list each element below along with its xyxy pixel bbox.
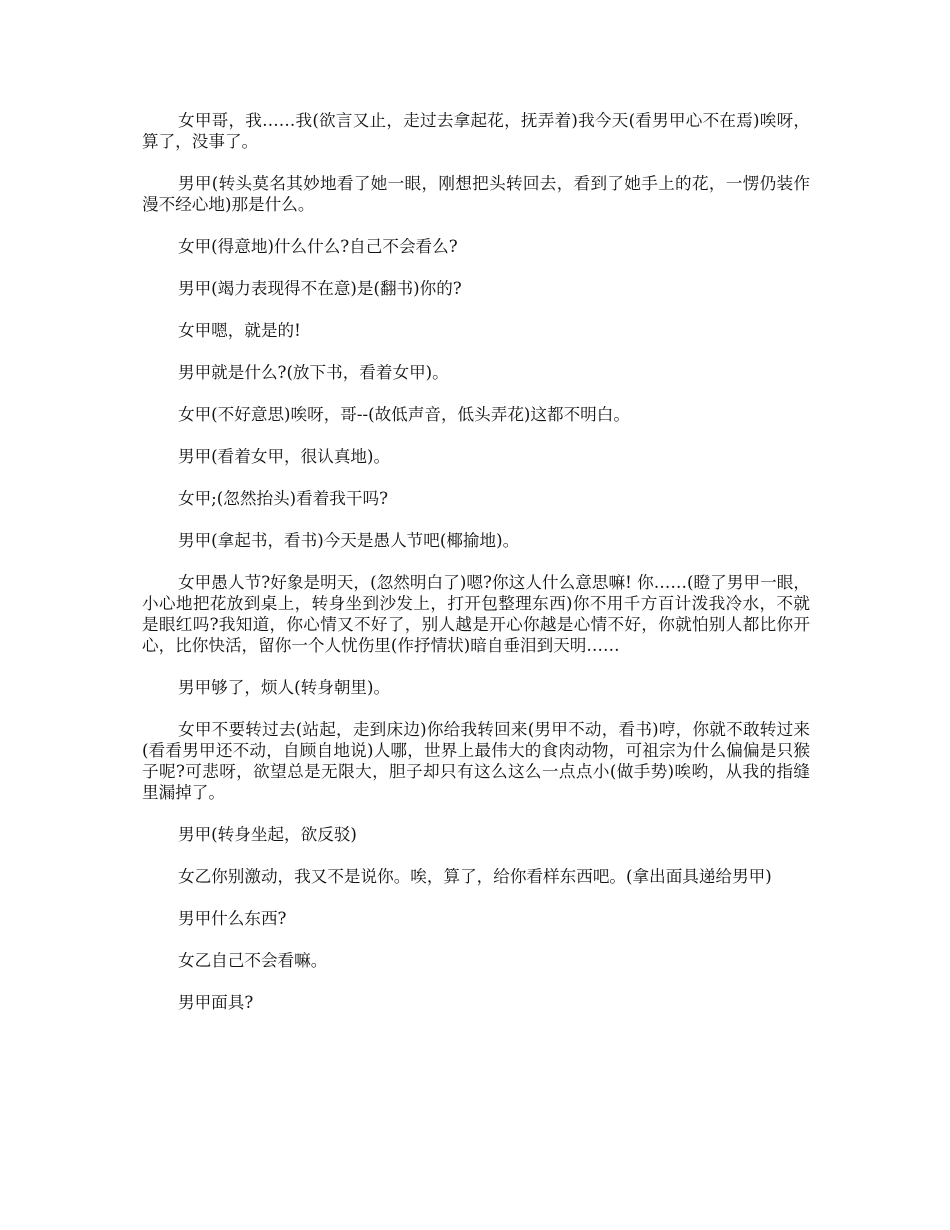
paragraph: 男甲(拿起书，看书)今天是愚人节吧(椰揄地)。 xyxy=(178,531,520,550)
paragraph: 女乙你别激动，我又不是说你。唉，算了，给你看样东西吧。(拿出面具递给男甲) xyxy=(178,867,772,886)
paragraph: 女甲(得意地)什么什么?自己不会看么? xyxy=(178,237,458,256)
paragraph: 女甲嗯，就是的! xyxy=(178,321,301,340)
paragraph: 男甲够了，烦人(转身朝里)。 xyxy=(178,678,391,697)
paragraph: 男甲面具? xyxy=(178,993,254,1012)
paragraph: 男甲什么东西? xyxy=(178,909,287,928)
paragraph: 女甲;(忽然抬头)看着我干吗? xyxy=(178,489,388,508)
document-body xyxy=(142,110,810,1034)
paragraph: 女甲不要转过去(站起，走到床边)你给我转回来(男甲不动，看书)哼，你就不敢转过来(看看男甲还不动，自顾自地说)人哪，世界上最伟大的食肉动物，可祖宗为什么偏偏是只猴子呢?可悲呀，欲望总是无限大，胆子却只有这么这么一点点小(做手势)唉哟，从我的指缝里漏掉了。 xyxy=(142,720,810,802)
paragraph: 男甲(看着女甲，很认真地)。 xyxy=(178,447,391,466)
paragraph: 男甲(竭力表现得不在意)是(翻书)你的? xyxy=(178,279,462,298)
paragraph: 女乙自己不会看嘛。 xyxy=(178,951,328,970)
paragraph: 男甲(转头莫名其妙地看了她一眼，刚想把头转回去，看到了她手上的花，一愣仍装作漫不经心地)那是什么。 xyxy=(142,174,810,214)
paragraph: 男甲(转身坐起，欲反驳) xyxy=(178,825,357,844)
paragraph: 女甲哥，我……我(欲言又止，走过去拿起花，抚弄着)我今天(看男甲心不在焉)唉呀，算了，没事了。 xyxy=(142,111,810,151)
paragraph: 女甲(不好意思)唉呀，哥--(故低声音，低头弄花)这都不明白。 xyxy=(178,405,630,424)
paragraph: 女甲愚人节?好象是明天，(忽然明白了)嗯?你这人什么意思嘛! 你……(瞪了男甲一眼，小心地把花放到桌上，转身坐到沙发上，打开包整理东西)你不用千方百计泼我冷水，不就是眼红吗?我知道，你心情又不好了，别人越是开心你越是心情不好，你就怕别人都比你开心，比你快活，留你一个人忧伤里(作抒情状)暗自垂泪到天明…… xyxy=(142,573,810,655)
paragraph: 男甲就是什么?(放下书，看着女甲)。 xyxy=(178,363,449,382)
